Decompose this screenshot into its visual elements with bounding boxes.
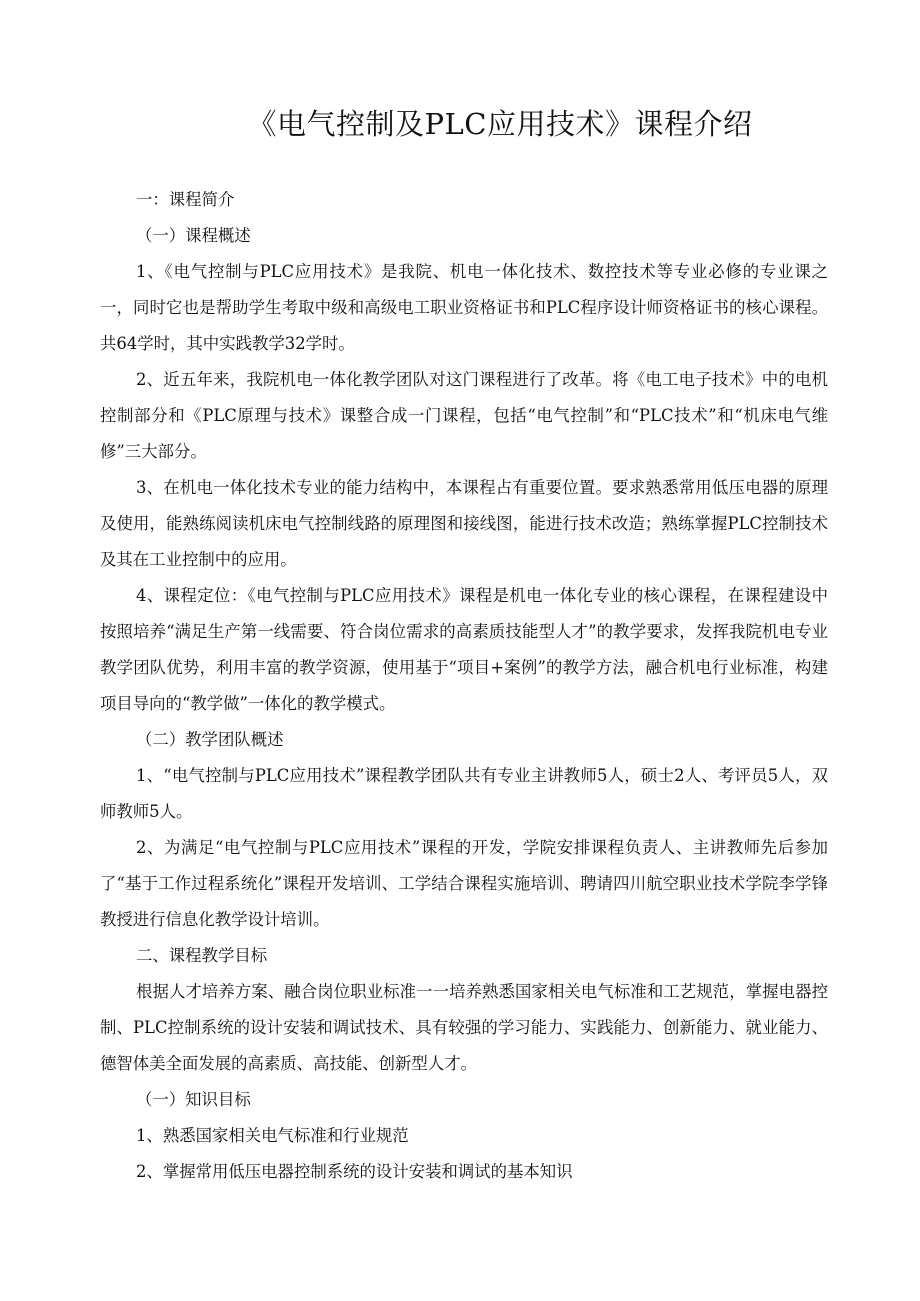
subsection-heading-teaching-team: （二）教学团队概述 (136, 730, 284, 749)
document-body (100, 182, 828, 1190)
paragraph-team-1: 1、“电气控制与PLC应用技术”课程教学团队共有专业主讲教师5人，硕士2人、考评员5人，双师教师5人。 (100, 766, 828, 821)
paragraph-overview-2: 2、近五年来，我院机电一体化教学团队对这门课程进行了改革。将《电工电子技术》中的电机控制部分和《PLC原理与技术》课整合成一门课程，包括“电气控制”和“PLC技术”和“机床电气维修”三大部分。 (100, 370, 828, 461)
paragraph-team-2: 2、为满足“电气控制与PLC应用技术”课程的开发，学院安排课程负责人、主讲教师先后参加了“基于工作过程系统化”课程开发培训、工学结合课程实施培训、聘请四川航空职业技术学院李学锋教授进行信息化教学设计培训。 (100, 838, 828, 929)
section-heading-course-intro: 一：课程简介 (136, 190, 235, 209)
list-item-knowledge-1: 1、熟悉国家相关电气标准和行业规范 (136, 1126, 409, 1145)
section-heading-teaching-goals: 二、课程教学目标 (136, 946, 268, 965)
paragraph-overview-4: 4、课程定位：《电气控制与PLC应用技术》课程是机电一体化专业的核心课程，在课程建设中按照培养“满足生产第一线需要、符合岗位需求的高素质技能型人才”的教学要求，发挥我院机电专业教学团队优势，利用丰富的教学资源，使用基于“项目+案例”的教学方法，融合机电行业标准，构建项目导向的“教学做”一体化的教学模式。 (100, 586, 828, 713)
paragraph-overview-3: 3、在机电一体化技术专业的能力结构中，本课程占有重要位置。要求熟悉常用低压电器的原理及使用，能熟练阅读机床电气控制线路的原理图和接线图，能进行技术改造；熟练掌握PLC控制技术及其在工业控制中的应用。 (100, 478, 828, 569)
paragraph-overview-1: 1、《电气控制与PLC应用技术》是我院、机电一体化技术、数控技术等专业必修的专业课之一，同时它也是帮助学生考取中级和高级电工职业资格证书和PLC程序设计师资格证书的核心课程。共64学时，其中实践教学32学时。 (100, 262, 828, 353)
subsection-heading-course-overview: （一）课程概述 (136, 226, 251, 245)
subsection-heading-knowledge-goals: （一）知识目标 (136, 1090, 251, 1109)
list-item-knowledge-2: 2、掌握常用低压电器控制系统的设计安装和调试的基本知识 (136, 1162, 573, 1181)
paragraph-goals: 根据人才培养方案、融合岗位职业标准一一培养熟悉国家相关电气标准和工艺规范，掌握电器控制、PLC控制系统的设计安装和调试技术、具有较强的学习能力、实践能力、创新能力、就业能力、德智体美全面发展的高素质、高技能、创新型人才。 (100, 982, 828, 1073)
document-title: 《电气控制及PLC应用技术》课程介绍 (247, 107, 753, 141)
